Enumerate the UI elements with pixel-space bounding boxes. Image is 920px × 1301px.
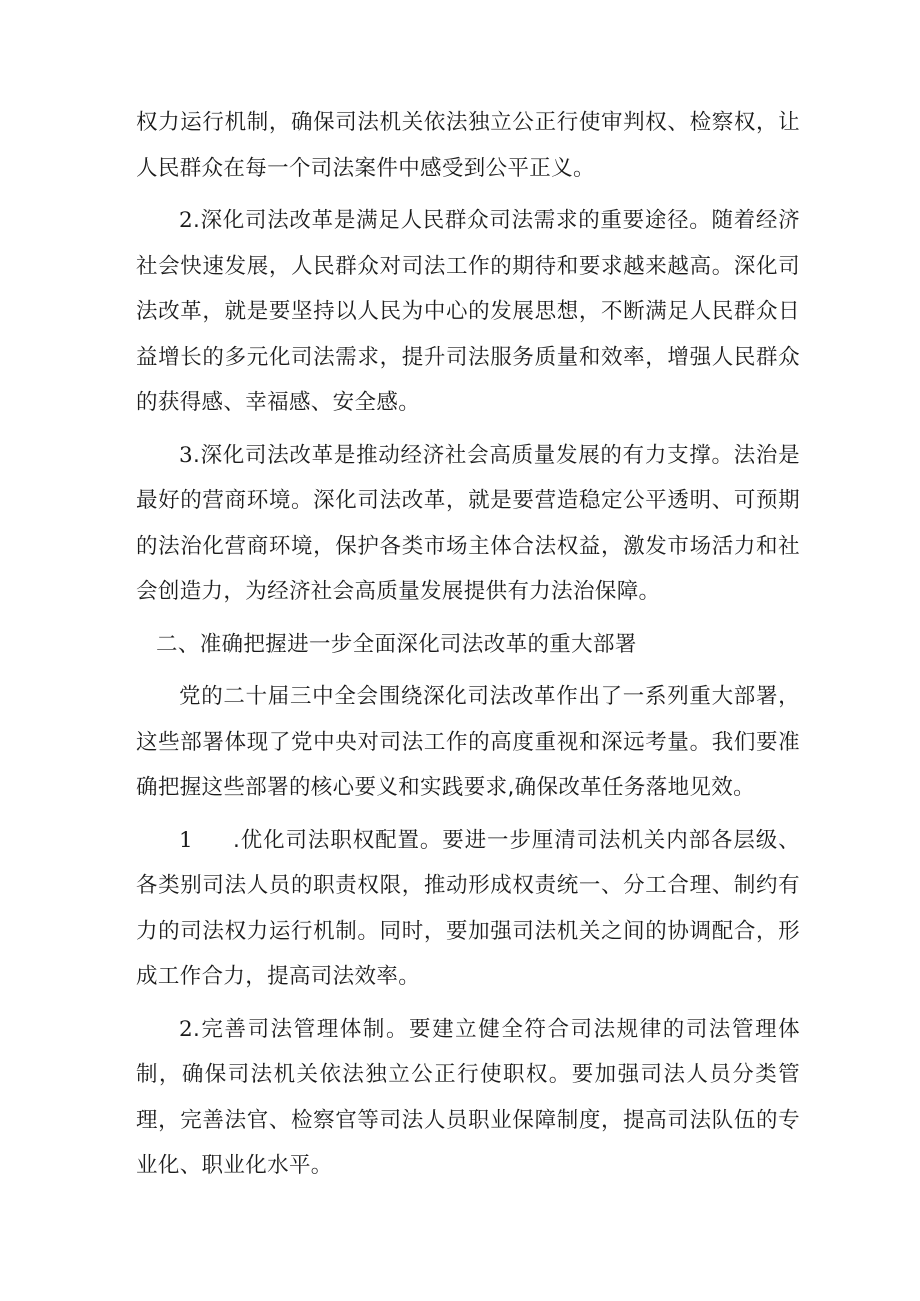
paragraph-point-1-allocation (136, 818, 800, 1000)
paragraph-number: 1 (179, 827, 194, 853)
paragraph-number: 3 (179, 442, 194, 468)
section-heading-text: 二、准确把握进一步全面深化司法改革的重大部署 (156, 631, 637, 657)
section-heading-two (136, 622, 800, 668)
paragraph-section-intro (136, 674, 800, 811)
paragraph-point-2-management (136, 1007, 800, 1189)
paragraph-text: 党的二十届三中全会围绕深化司法改革作出了一系列重大部署，这些部署体现了党中央对司法工作的高度重视和深远考量。我们要准确把握这些部署的核心要义和实践要求,确保改革任务落地见效。 (136, 684, 800, 800)
document-body (136, 100, 800, 1189)
paragraph-number: 2 (179, 1016, 194, 1042)
paragraph-continuation (136, 100, 800, 191)
paragraph-point-2-demand (136, 198, 800, 426)
paragraph-text: .深化司法改革是满足人民群众司法需求的重要途径。随着经济社会快速发展，人民群众对司法工作的期待和要求越来越高。深化司法改革，就是要坚持以人民为中心的发展思想，不断满足人民群众日益增长的多元化司法需求，提升司法服务质量和效率，增强人民群众的获得感、幸福感、安全感。 (136, 208, 800, 415)
paragraph-point-3-development (136, 433, 800, 615)
paragraph-text: .优化司法职权配置。要进一步厘清司法机关内部各层级、各类别司法人员的职责权限，推动形成权责统一、分工合理、制约有力的司法权力运行机制。同时，要加强司法机关之间的协调配合，形成工作合力，提高司法效率。 (136, 827, 800, 989)
paragraph-text: .完善司法管理体制。要建立健全符合司法规律的司法管理体制，确保司法机关依法独立公正行使职权。要加强司法人员分类管理，完善法官、检察官等司法人员职业保障制度，提高司法队伍的专业化、职业化水平。 (136, 1016, 800, 1178)
paragraph-text: 权力运行机制，确保司法机关依法独立公正行使审判权、检察权，让人民群众在每一个司法案件中感受到公平正义。 (136, 110, 800, 181)
paragraph-text: .深化司法改革是推动经济社会高质量发展的有力支撑。法治是最好的营商环境。深化司法改革，就是要营造稳定公平透明、可预期的法治化营商环境，保护各类市场主体合法权益，激发市场活力和社会创造力，为经济社会高质量发展提供有力法治保障。 (136, 442, 800, 604)
paragraph-number: 2 (179, 208, 194, 233)
